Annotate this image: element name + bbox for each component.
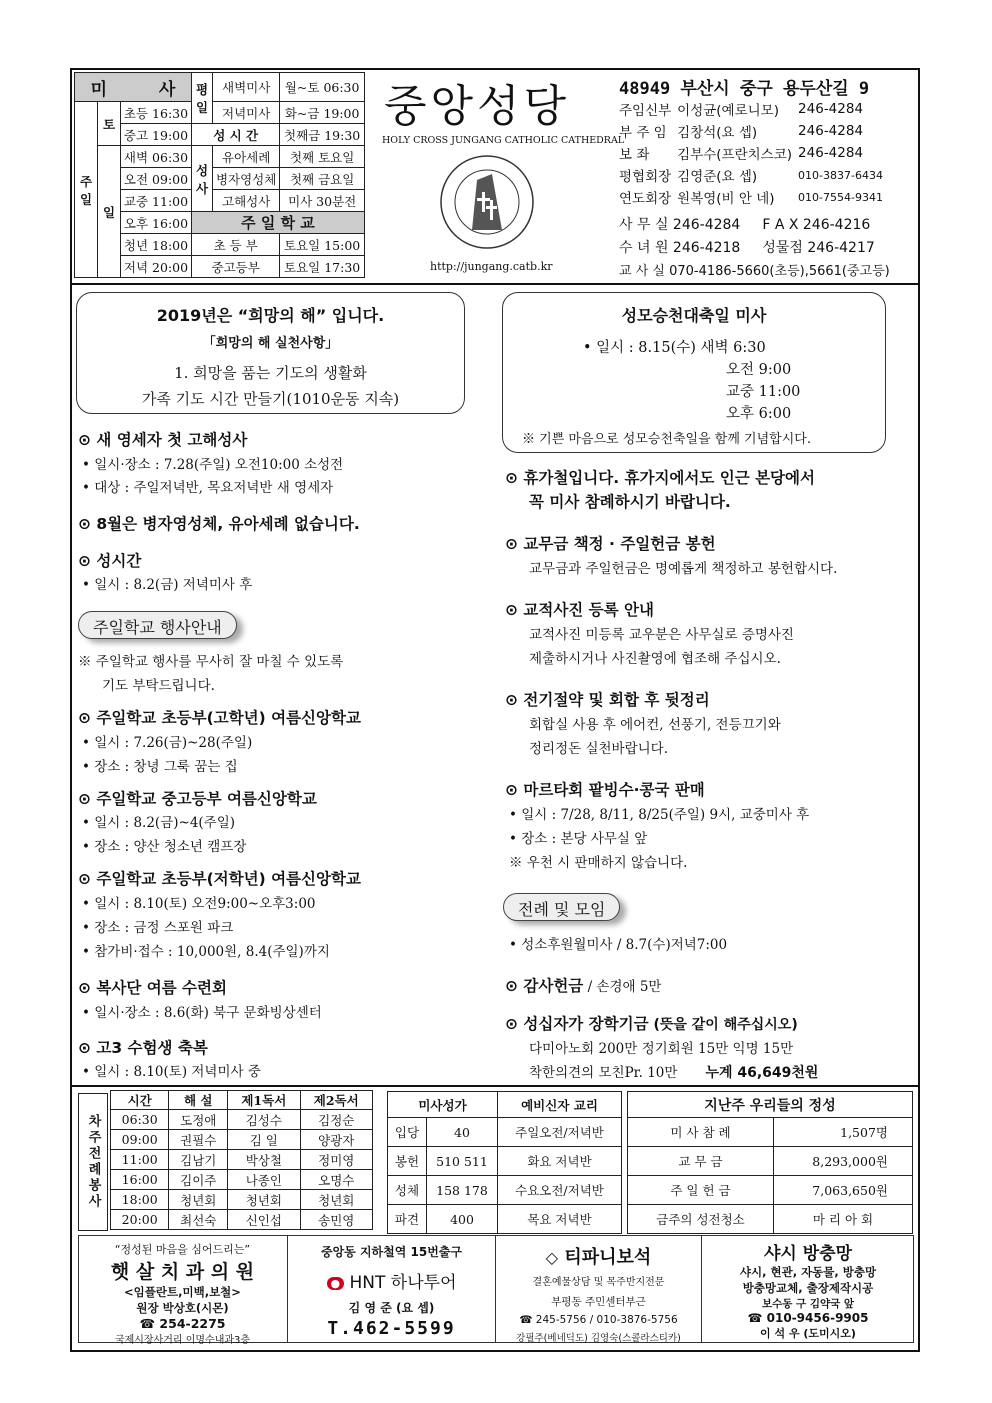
thanks-title: ⊙ 감사헌금 xyxy=(505,977,584,995)
table-row xyxy=(388,1205,622,1234)
exam-blessing-line: • 일시 : 8.10(토) 저녁미사 중 xyxy=(82,1064,261,1080)
ministry-side-label xyxy=(78,1093,108,1231)
ad-sash-owner: 이 석 우 (도미시오) xyxy=(760,1327,856,1340)
weekday-label: 평일 xyxy=(192,73,213,124)
ministry-cell: 18:00 xyxy=(111,1190,169,1210)
ministry-cell: 김 일 xyxy=(228,1130,300,1150)
ministry-cell: 김정순 xyxy=(300,1110,372,1130)
saturday-label: 토 xyxy=(98,102,121,146)
ministry-cell: 정미영 xyxy=(300,1150,372,1170)
staff-phone: 010-7554-9341 xyxy=(798,190,883,204)
choir-cell: 화요 저녁반 xyxy=(498,1147,622,1176)
sunday-school-pill: 주일학교 행사안내 xyxy=(78,611,237,639)
ss-item-3-line-1: • 일시 : 8.10(토) 오전9:00~오후3:00 xyxy=(82,896,316,912)
holy-hour-title: ⊙ 성시간 xyxy=(78,552,142,570)
ministry-header-reading2: 제2독서 xyxy=(300,1091,372,1110)
table-row xyxy=(628,1147,913,1176)
ministry-cell: 06:30 xyxy=(111,1110,169,1130)
ministry-cell: 박상철 xyxy=(228,1150,300,1170)
ministry-cell: 청년회 xyxy=(169,1190,228,1210)
assumption-title: 성모승천대축일 미사 xyxy=(621,306,767,325)
thanks-offering xyxy=(505,974,661,996)
staff-phone: 010-3837-6434 xyxy=(798,168,883,182)
ministry-cell: 11:00 xyxy=(111,1150,169,1170)
sun-label-6: 저녁 xyxy=(123,259,149,275)
dues-title: ⊙ 교무금 책정 · 주일헌금 봉헌 xyxy=(505,535,716,553)
ad-dental-tagline: “정성된 마음을 심어드리는” xyxy=(114,1243,251,1256)
choir-cell: 158 178 xyxy=(427,1176,498,1205)
ministry-header-reading1: 제1독서 xyxy=(228,1091,300,1110)
ad-dental-phone: ☎ 254-2275 xyxy=(139,1316,226,1331)
staff-row xyxy=(619,142,883,164)
staff-role: 평협회장 xyxy=(619,169,672,185)
sunday-school-note-2: 기도 부탁드립니다. xyxy=(102,678,215,694)
weekday-eve-label: 저녁미사 xyxy=(213,102,280,124)
offering-header: 지난주 우리들의 정성 xyxy=(628,1092,913,1118)
ad-dental-address: 국제시장사거리 이명수내과3층 xyxy=(114,1335,251,1346)
ad-sash-name: 샤시 방충망 xyxy=(763,1244,853,1264)
sun-label-3: 교중 xyxy=(123,193,149,209)
cathedral-logo xyxy=(432,152,542,252)
ministry-cell: 김남기 xyxy=(169,1150,228,1170)
hope-year-item: 1. 희망을 품는 기도의 생활화 xyxy=(174,364,367,382)
sacrament-label: 성사 xyxy=(192,146,213,212)
choir-cell: 목요 저녁반 xyxy=(498,1205,622,1234)
office-line-3: 교 사 실 070-4186-5660(초등),5661(중고등) xyxy=(619,264,890,279)
office-phone: 사 무 실 246-4284 xyxy=(619,217,741,233)
ministry-cell: 양광자 xyxy=(300,1130,372,1150)
mass-schedule-table xyxy=(74,72,365,278)
choir-table xyxy=(387,1091,622,1234)
fax: F A X 246-4216 xyxy=(762,217,871,233)
staff-phone: 246-4284 xyxy=(798,145,864,161)
ministry-cell: 송민영 xyxy=(300,1210,372,1230)
staff-row xyxy=(619,98,883,120)
scholarship xyxy=(505,1012,798,1034)
ad-dental-director: 원장 박상호(시몬) xyxy=(136,1301,229,1315)
staff-list xyxy=(619,98,883,208)
sacrament-2-label: 병자영성체 xyxy=(213,168,280,190)
office-line-1 xyxy=(619,214,870,234)
weekday-dawn-label: 새벽미사 xyxy=(213,73,280,102)
choir-cell: 봉헌 xyxy=(388,1147,427,1176)
new-baptized-line-2: • 대상 : 주일저녁반, 목요저녁반 새 영세자 xyxy=(82,480,334,496)
ad-jewelry-brand xyxy=(496,1243,701,1269)
ministry-cell: 오명수 xyxy=(300,1170,372,1190)
hanatour-logo-icon: ● xyxy=(327,1277,345,1290)
ministry-cell: 김성수 xyxy=(228,1110,300,1130)
ss-item-2-line-2: • 장소 : 양산 청소년 캠프장 xyxy=(82,839,247,855)
table-row xyxy=(388,1147,622,1176)
offering-cell: 미 사 참 례 xyxy=(628,1118,774,1147)
offering-cell: 교 무 금 xyxy=(628,1147,774,1176)
ss-item-3-line-3: • 참가비·접수 : 10,000원, 8.4(주일)까지 xyxy=(82,944,330,960)
ad-travel-phone: T.462-5599 xyxy=(327,1318,456,1339)
choir-cell: 파견 xyxy=(388,1205,427,1234)
exam-blessing-title: ⊙ 고3 수험생 축복 xyxy=(78,1039,208,1057)
staff-name: 원복영(비 안 네) xyxy=(677,191,775,207)
sun-time-2: 09:00 xyxy=(152,171,189,187)
ministry-side-text: 차주전례봉사 xyxy=(85,1114,101,1210)
choir-header-catechism: 예비신자 교리 xyxy=(498,1092,622,1118)
sunday-day-label: 일 xyxy=(98,146,121,278)
photo-line-1: 교적사진 미등록 교우분은 사무실로 증명사진 xyxy=(529,627,794,643)
choir-cell: 510 511 xyxy=(427,1147,498,1176)
staff-name: 김영준(요 셉) xyxy=(677,169,758,185)
convent-phone: 수 녀 원 246-4218 xyxy=(619,240,741,256)
table-row xyxy=(111,1110,373,1130)
martha-title: ⊙ 마르타회 팥빙수·콩국 판매 xyxy=(505,781,705,799)
school-2-label: 중고등부 xyxy=(192,256,280,278)
table-row xyxy=(628,1118,913,1147)
ad-jewelry-location: 부평동 주민센터부근 xyxy=(551,1296,646,1308)
ss-item-1-line-1: • 일시 : 7.26(금)~28(주일) xyxy=(82,735,253,751)
photo-line-2: 제출하시거나 사진촬영에 협조해 주십시오. xyxy=(529,651,781,667)
scholar-line-2-wrap xyxy=(529,1061,818,1082)
hope-year-sub: 「희망의 해 실천사항」 xyxy=(202,336,339,351)
weekday-eve-time: 화~금 19:00 xyxy=(280,102,365,124)
staff-role: 주임신부 xyxy=(619,103,672,119)
staff-role: 보 좌 xyxy=(619,147,650,163)
ad-jewelry-phone: ☎ 245-5756 / 010-3876-5756 xyxy=(519,1314,678,1326)
offering-cell: 마 리 아 회 xyxy=(774,1205,913,1234)
table-row xyxy=(628,1205,913,1234)
bottom-divider xyxy=(70,1085,920,1087)
ad-dental-services: <임플란트,미백,보철> xyxy=(124,1285,241,1299)
ministry-cell: 최선숙 xyxy=(169,1210,228,1230)
mass-heading: 미 xyxy=(90,79,108,100)
sunday-school-title: 주 일 학 교 xyxy=(192,212,365,234)
table-row xyxy=(111,1210,373,1230)
sat-label-2: 중고 xyxy=(123,127,149,143)
offering-cell: 금주의 성전청소 xyxy=(628,1205,774,1234)
electricity-line-1: 회합실 사용 후 에어컨, 선풍기, 전등끄기와 xyxy=(529,717,781,733)
ss-item-2-line-1: • 일시 : 8.2(금)~4(주일) xyxy=(82,815,236,831)
ad-travel-name: HNT 하나투어 xyxy=(349,1273,457,1293)
hope-year-title: 2019년은 “희망의 해” 입니다. xyxy=(156,306,385,325)
cathedral-subtitle: HOLY CROSS JUNGANG CATHOLIC CATHEDRAL xyxy=(382,135,625,146)
staff-row xyxy=(619,186,883,208)
sun-time-6: 20:00 xyxy=(152,259,189,275)
choir-cell: 400 xyxy=(427,1205,498,1234)
assumption-line-2: 오전 9:00 xyxy=(726,362,792,378)
ministry-cell: 신인섭 xyxy=(228,1210,300,1230)
ad-sash-phone: ☎ 010-9456-9905 xyxy=(747,1311,869,1325)
ministry-cell: 20:00 xyxy=(111,1210,169,1230)
choir-header-hymns: 미사성가 xyxy=(388,1092,498,1118)
ss-item-1-title: ⊙ 주일학교 초등부(고학년) 여름신앙학교 xyxy=(78,709,361,727)
ad-travel-brand xyxy=(288,1268,495,1293)
scholar-line-1: 다미아노회 200만 정기회원 15만 익명 15만 xyxy=(529,1041,794,1057)
holy-hour-label: 성 시 간 xyxy=(192,124,280,146)
ad-travel xyxy=(288,1235,496,1343)
offering-table xyxy=(627,1091,913,1234)
martha-line-2: • 장소 : 본당 사무실 앞 xyxy=(509,831,648,847)
vacation-title-1: ⊙ 휴가철입니다. 휴가지에서도 인근 본당에서 xyxy=(505,469,815,487)
scholar-total: 누계 46,649천원 xyxy=(705,1065,819,1081)
martha-line-3: ※ 우천 시 판매하지 않습니다. xyxy=(509,855,688,871)
sun-label-4: 오후 xyxy=(123,215,149,231)
staff-row xyxy=(619,120,883,142)
hope-year-detail: 가족 기도 시간 만들기(1010운동 지속) xyxy=(141,390,400,408)
choir-cell: 주일오전/저녁반 xyxy=(498,1118,622,1147)
sun-label-5: 청년 xyxy=(123,237,149,253)
assumption-note: ※ 기쁜 마음으로 성모승천축일을 함께 기념합시다. xyxy=(522,432,811,447)
photo-title: ⊙ 교적사진 등록 안내 xyxy=(505,601,654,619)
staff-name: 김부수(프란치스코) xyxy=(677,147,793,163)
table-row xyxy=(388,1176,622,1205)
ad-sash xyxy=(702,1235,914,1343)
sacrament-1-time: 첫째 토요일 xyxy=(280,146,365,168)
new-baptized-title: ⊙ 새 영세자 첫 고해성사 xyxy=(78,431,248,449)
staff-role: 부 주 임 xyxy=(619,125,667,141)
sun-time-5: 18:00 xyxy=(152,237,189,253)
ministry-header-commentary: 해 설 xyxy=(169,1091,228,1110)
weekday-dawn-time: 월~토 06:30 xyxy=(280,73,365,102)
assumption-line-3: 교중 11:00 xyxy=(726,384,801,400)
cathedral-title: 중앙성당 xyxy=(384,81,571,132)
altar-servers-line: • 일시·장소 : 8.6(화) 북구 문화빙상센터 xyxy=(82,1005,322,1021)
ad-sash-location: 보수동 구 김약국 앞 xyxy=(761,1298,855,1310)
staff-role: 연도회장 xyxy=(619,191,672,207)
choir-cell: 수요오전/저녁반 xyxy=(498,1176,622,1205)
ad-jewelry-service: 결혼예물상담 및 목주반지전문 xyxy=(532,1277,665,1288)
offering-cell: 7,063,650원 xyxy=(774,1176,913,1205)
table-row xyxy=(388,1118,622,1147)
sacrament-3-label: 고해성사 xyxy=(213,190,280,212)
ad-sash-services-2: 방충망교체, 출장제작시공 xyxy=(742,1281,874,1295)
sun-label-1: 새벽 xyxy=(123,149,149,165)
ministry-cell: 도정애 xyxy=(169,1110,228,1130)
scholar-note: (뜻을 같이 해주십시오) xyxy=(648,1017,798,1033)
cathedral-address: 48949 부산시 중구 용두산길 9 xyxy=(619,79,870,99)
assumption-line-4: 오후 6:00 xyxy=(726,406,792,422)
liturgy-line: • 성소후원월미사 / 8.7(수)저녁7:00 xyxy=(509,937,728,953)
ss-item-3-line-2: • 장소 : 금정 스포원 파크 xyxy=(82,920,234,936)
assumption-line-1: • 일시 : 8.15(수) 새벽 6:30 xyxy=(583,340,766,356)
sunday-label: 주일 xyxy=(75,102,98,278)
table-row xyxy=(111,1170,373,1190)
sun-time-3: 11:00 xyxy=(152,193,189,209)
table-row xyxy=(111,1150,373,1170)
ministry-cell: 09:00 xyxy=(111,1130,169,1150)
staff-phone: 246-4284 xyxy=(798,101,864,117)
holy-hour-time: 첫째금 19:30 xyxy=(280,124,365,146)
staff-phone: 246-4284 xyxy=(798,123,864,139)
sacrament-3-time: 미사 30분전 xyxy=(280,190,365,212)
ad-sash-services: 샤시, 현관, 자동물, 방충망 xyxy=(739,1265,877,1279)
ministry-cell: 16:00 xyxy=(111,1170,169,1190)
sun-label-2: 오전 xyxy=(123,171,149,187)
electricity-title: ⊙ 전기절약 및 회합 후 뒷정리 xyxy=(505,691,710,709)
ad-dental-name: 햇 살 치 과 의 원 xyxy=(110,1261,255,1283)
shop-phone: 성물점 246-4217 xyxy=(762,240,875,256)
sat-time-1: 16:30 xyxy=(152,105,189,121)
ad-travel-location: 중앙동 지하철역 15번출구 xyxy=(321,1245,462,1259)
ad-travel-agent: 김 영 준 (요 셉) xyxy=(348,1301,435,1315)
sat-label-1: 초등 xyxy=(123,105,149,121)
altar-servers-title: ⊙ 복사단 여름 수련회 xyxy=(78,979,227,997)
table-row xyxy=(628,1176,913,1205)
sat-time-2: 19:00 xyxy=(152,127,189,143)
school-1-label: 초 등 부 xyxy=(192,234,280,256)
staff-name: 김창석(요 셉) xyxy=(677,125,758,141)
choir-cell: 40 xyxy=(427,1118,498,1147)
ministry-cell: 김이주 xyxy=(169,1170,228,1190)
thanks-detail: / 손경애 5만 xyxy=(583,979,662,995)
school-1-time: 토요일 15:00 xyxy=(280,234,365,256)
ministry-header-time: 시간 xyxy=(111,1091,169,1110)
vacation-title-2: 꼭 미사 참례하시기 바랍니다. xyxy=(529,493,731,511)
choir-cell: 입당 xyxy=(388,1118,427,1147)
table-row xyxy=(111,1130,373,1150)
school-2-time: 토요일 17:30 xyxy=(280,256,365,278)
ss-item-2-title: ⊙ 주일학교 중고등부 여름신앙학교 xyxy=(78,790,317,808)
sacrament-2-time: 첫째 금요일 xyxy=(280,168,365,190)
holy-hour-line: • 일시 : 8.2(금) 저녁미사 후 xyxy=(82,577,253,593)
mass-heading-b: 사 xyxy=(158,79,176,100)
diamond-icon: ◇ xyxy=(545,1248,559,1267)
sick-communion-title: ⊙ 8월은 병자영성체, 유아세례 없습니다. xyxy=(78,515,360,533)
ministry-cell: 청년회 xyxy=(300,1190,372,1210)
offering-cell: 1,507명 xyxy=(774,1118,913,1147)
sunday-school-note-1: ※ 주일학교 행사를 무사히 잘 마칠 수 있도록 xyxy=(78,654,344,670)
table-row xyxy=(111,1190,373,1210)
cathedral-url: http://jungang.catb.kr xyxy=(430,260,553,273)
dues-line: 교무금과 주일헌금은 명예롭게 책정하고 봉헌합시다. xyxy=(529,561,838,577)
electricity-line-2: 정리정돈 실천바랍니다. xyxy=(529,741,668,757)
ministry-cell: 나종인 xyxy=(228,1170,300,1190)
ministry-cell: 권필수 xyxy=(169,1130,228,1150)
sacrament-1-label: 유아세례 xyxy=(213,146,280,168)
ministry-table xyxy=(110,1090,373,1230)
sun-time-1: 06:30 xyxy=(152,149,189,165)
liturgy-pill: 전례 및 모임 xyxy=(503,893,620,921)
staff-name: 이성균(예로니모) xyxy=(677,103,779,119)
scholar-title: ⊙ 성십자가 장학기금 xyxy=(505,1015,649,1033)
offering-cell: 8,293,000원 xyxy=(774,1147,913,1176)
martha-line-1: • 일시 : 7/28, 8/11, 8/25(주일) 9시, 교중미사 후 xyxy=(509,807,810,823)
office-line-2 xyxy=(619,237,875,257)
offering-cell: 주 일 헌 금 xyxy=(628,1176,774,1205)
choir-cell: 성체 xyxy=(388,1176,427,1205)
ministry-cell: 청년회 xyxy=(228,1190,300,1210)
ad-jewelry-owners: 강필주(베네딕도) 김영숙(스콜라스티카) xyxy=(516,1333,681,1344)
ad-jewelry xyxy=(496,1235,702,1343)
scholar-line-2: 착한의견의 모친Pr. 10만 xyxy=(529,1065,678,1081)
new-baptized-line-1: • 일시·장소 : 7.28(주일) 오전10:00 소성전 xyxy=(82,457,344,473)
staff-row xyxy=(619,164,883,186)
sun-time-4: 16:00 xyxy=(152,215,189,231)
ad-dental xyxy=(78,1235,288,1346)
header-divider xyxy=(70,283,920,285)
ss-item-3-title: ⊙ 주일학교 초등부(저학년) 여름신앙학교 xyxy=(78,870,361,888)
ss-item-1-line-2: • 장소 : 창녕 그룩 꿈는 집 xyxy=(82,759,238,775)
ad-jewelry-name: 티파니보석 xyxy=(564,1247,652,1268)
